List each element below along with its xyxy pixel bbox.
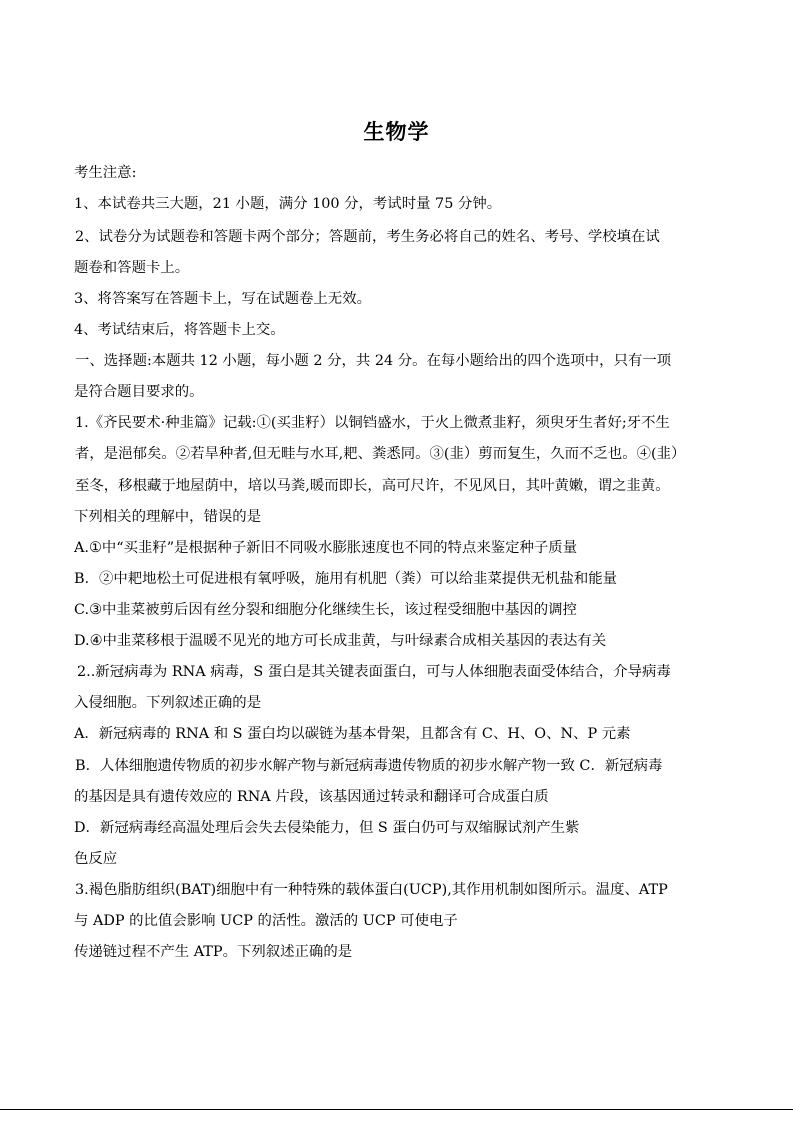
section-heading-cont: 是符合题目要求的。: [74, 384, 204, 400]
question-2-option-d: D．新冠病毒经高温处理后会失去侵染能力，但 S 蛋白仍可与双缩脲试剂产生紫: [74, 820, 580, 836]
notice-line: 2、试卷分为试题卷和答题卡两个部分；答题前，考生务必将自己的姓名、考号、学校填在试: [75, 229, 660, 245]
question-1-stem: 至冬，移根藏于地屋荫中，培以马粪,暖而即长，高可尺许，不见风日，其叶黄嫩，谓之韭黄。: [75, 478, 670, 494]
notice-line: 4、考试结束后，将答题卡上交。: [74, 322, 285, 338]
notice-line: 题卷和答题卡上。: [74, 260, 190, 276]
question-1-stem: 下列相关的理解中，错误的是: [74, 509, 262, 525]
question-2-option-b: B．人体细胞遗传物质的初步水解产物与新冠病毒遗传物质的初步水解产物一致 C．新冠病毒: [75, 758, 663, 774]
question-1-option-d: D.④中韭菜移根于温暖不见光的地方可长成韭黄，与叶绿素合成相关基因的表达有关: [74, 633, 607, 649]
question-3-stem: 与 ADP 的比值会影响 UCP 的活性。激活的 UCP 可使电子: [74, 913, 458, 929]
question-1-stem: 1.《齐民要术·种韭篇》记载:①(买韭籽）以铜铛盛水，于火上微煮韭籽，须臾牙生者好;牙不生: [75, 415, 670, 431]
notice-line: 3、将答案写在答题卡上，写在试题卷上无效。: [74, 291, 371, 307]
page-title: 生物学: [363, 119, 430, 144]
question-1-option-c: C.③中韭菜被剪后因有丝分裂和细胞分化继续生长，该过程受细胞中基因的调控: [74, 602, 577, 618]
question-2-option-d-cont: 色反应: [74, 851, 118, 867]
question-2-stem: 2..新冠病毒为 RNA 病毒，S 蛋白是其关键表面蛋白，可与人体细胞表面受体结合，介导病毒: [77, 664, 671, 680]
question-1-option-a: A.①中“买韭籽”是根据种子新旧不同吸水膨胀速度也不同的特点来鉴定种子质量: [74, 540, 578, 556]
question-2-option-a: A．新冠病毒的 RNA 和 S 蛋白均以碳链为基本骨架，且都含有 C、H、O、N、P 元素: [74, 726, 631, 742]
notice-heading: 考生注意:: [74, 165, 137, 181]
page-bottom-divider: [0, 1109, 793, 1110]
question-3-stem: 传递链过程不产生 ATP。下列叙述正确的是: [74, 944, 353, 960]
question-2-stem: 入侵细胞。下列叙述正确的是: [74, 695, 262, 711]
question-1-option-b: B．②中耙地松土可促进根有氧呼吸，施用有机肥（粪）可以给韭菜提供无机盐和能量: [74, 571, 618, 587]
section-heading: 一、选择题:本题共 12 小题，每小题 2 分，共 24 分。在每小题给出的四个选项中，只有一项: [75, 353, 672, 369]
question-1-stem: 者，是浥郁矣。②若旱种者,但无畦与水耳,耙、粪悉同。③(韭）剪而复生，久而不乏也。④(韭）: [75, 446, 686, 462]
question-2-option-c: 的基因是具有遗传效应的 RNA 片段，该基因通过转录和翻译可合成蛋白质: [74, 789, 549, 805]
notice-line: 1、本试卷共三大题，21 小题，满分 100 分，考试时量 75 分钟。: [74, 196, 502, 212]
question-3-stem: 3.褐色脂肪组织(BAT)细胞中有一种特殊的载体蛋白(UCP),其作用机制如图所示。温度、ATP: [75, 882, 668, 898]
